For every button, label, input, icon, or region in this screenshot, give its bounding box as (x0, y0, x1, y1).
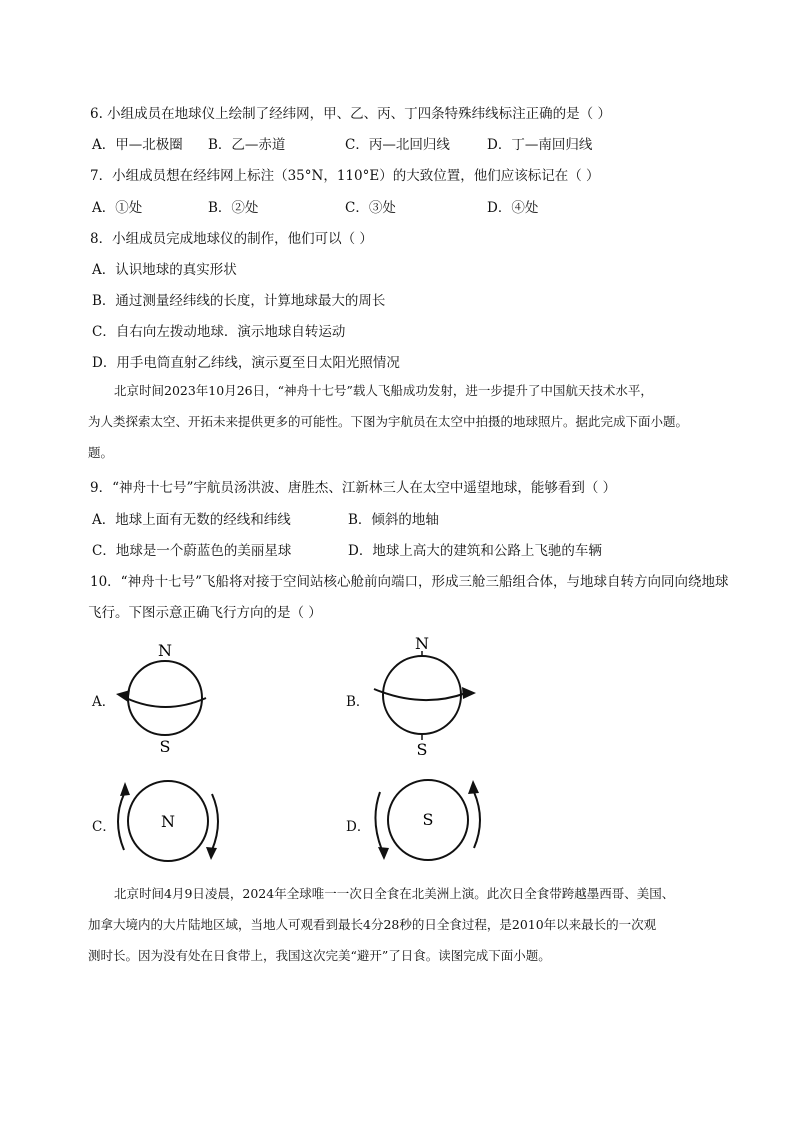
q8-option-d[interactable]: D．用手电筒直射乙纬线，演示夏至日太阳光照情况 (92, 355, 400, 371)
q9-option-b[interactable]: B．倾斜的地轴 (348, 512, 439, 528)
q9-option-c[interactable]: C．地球是一个蔚蓝色的美丽星球 (92, 543, 292, 559)
q8-option-a[interactable]: A．认识地球的真实形状 (92, 262, 237, 278)
figure-a-south: S (159, 737, 171, 755)
figure-d-south: S (422, 810, 434, 829)
passage-2-line-2: 加拿大境内的大片陆地区域，当地人可观看到最长4分28秒的日全食过程，是2010年以来最长的一次观 (88, 917, 657, 932)
figure-c-left-arc (118, 794, 124, 850)
figure-d-arrow-down (378, 847, 389, 860)
q9-option-a[interactable]: A．地球上面有无数的经线和纬线 (92, 512, 291, 528)
figure-b-north: N (415, 634, 429, 653)
figure-c-arrow-down (206, 847, 217, 860)
q8-option-b[interactable]: B．通过测量经纬线的长度，计算地球最大的周长 (92, 293, 386, 309)
figure-b-south: S (416, 740, 428, 758)
passage-1-line-3: 题。 (88, 445, 114, 460)
figure-c-globe[interactable] (110, 770, 230, 870)
figure-b-label[interactable]: B． (346, 694, 370, 710)
question-9-stem: 9．“神舟十七号”宇航员汤洪波、唐胜杰、江新林三人在太空中遥望地球，能够看到（ ） (90, 480, 617, 496)
figure-d-right-arc (474, 792, 480, 848)
figure-d-arrow-up (468, 780, 479, 794)
figure-c-right-arc (212, 794, 218, 850)
q7-option-c[interactable]: C．③处 (345, 200, 396, 216)
question-10-stem-line-1: 10．“神舟十七号”飞船将对接于空间站核心舱前向端口，形成三舱三船组合体，与地球自转方向同向绕地球 (90, 574, 729, 590)
figure-a-arrow-left (116, 690, 130, 702)
question-10-stem-line-2: 飞行。下图示意正确飞行方向的是（ ） (88, 605, 322, 621)
figure-a-globe[interactable] (110, 640, 220, 755)
passage-solar-eclipse (88, 878, 708, 971)
figure-b-arrow-right (462, 687, 476, 699)
q6-option-a[interactable]: A．甲—北极圈 (92, 137, 183, 153)
question-6-options (0, 133, 794, 157)
figure-d-globe[interactable] (366, 768, 491, 868)
figure-c-label[interactable]: C． (92, 819, 116, 835)
figure-b-orbit-arc (374, 689, 466, 700)
passage-1-line-2: 为人类探索太空、开拓未来提供更多的可能性。下图为宇航员在太空中拍摄的地球照片。据此完成下面小题。 (88, 414, 689, 429)
question-7-stem: 7．小组成员想在经纬网上标注（35°N，110°E）的大致位置，他们应该标记在（ ） (90, 168, 600, 184)
figure-a-label[interactable]: A． (92, 694, 116, 710)
q6-option-c[interactable]: C．丙—北回归线 (345, 137, 450, 153)
passage-2-line-3: 测时长。因为没有处在日食带上，我国这次完美“避开”了日食。读图完成下面小题。 (88, 948, 551, 963)
figure-a-north: N (158, 641, 172, 660)
q9-option-d[interactable]: D．地球上高大的建筑和公路上飞驰的车辆 (348, 543, 602, 559)
q6-option-b[interactable]: B．乙—赤道 (208, 137, 286, 153)
q7-option-d[interactable]: D．④处 (487, 200, 539, 216)
q7-option-a[interactable]: A．①处 (92, 200, 143, 216)
q6-option-d[interactable]: D．丁—南回归线 (487, 137, 593, 153)
figure-b-globe[interactable] (362, 633, 482, 758)
question-9-options-row-2 (0, 539, 794, 563)
question-6-stem: 6. 小组成员在地球仪上绘制了经纬网，甲、乙、丙、丁四条特殊纬线标注正确的是（ ） (90, 106, 611, 122)
figure-c-arrow-up (120, 782, 130, 796)
question-7-options (0, 196, 794, 220)
q8-option-c[interactable]: C．自右向左拨动地球．演示地球自转运动 (92, 324, 346, 340)
q7-option-b[interactable]: B．②处 (208, 200, 259, 216)
figure-a-circle (128, 661, 202, 735)
passage-1-line-1: 北京时间2023年10月26日，“神舟十七号”载人飞船成功发射，进一步提升了中国航天技术水平， (114, 383, 653, 398)
figure-d-left-arc (375, 792, 382, 850)
question-8-stem: 8．小组成员完成地球仪的制作，他们可以（ ） (90, 231, 373, 247)
passage-2-line-1: 北京时间4月9日凌晨，2024年全球唯一一次日全食在北美洲上演。此次日全食带跨越墨西哥、美国、 (114, 886, 675, 901)
figure-d-label[interactable]: D． (346, 819, 371, 835)
figure-c-north: N (161, 812, 175, 831)
figure-a-orbit-arc (126, 698, 206, 707)
passage-shenzhou (88, 375, 708, 468)
question-9-options-row-1 (0, 508, 794, 532)
